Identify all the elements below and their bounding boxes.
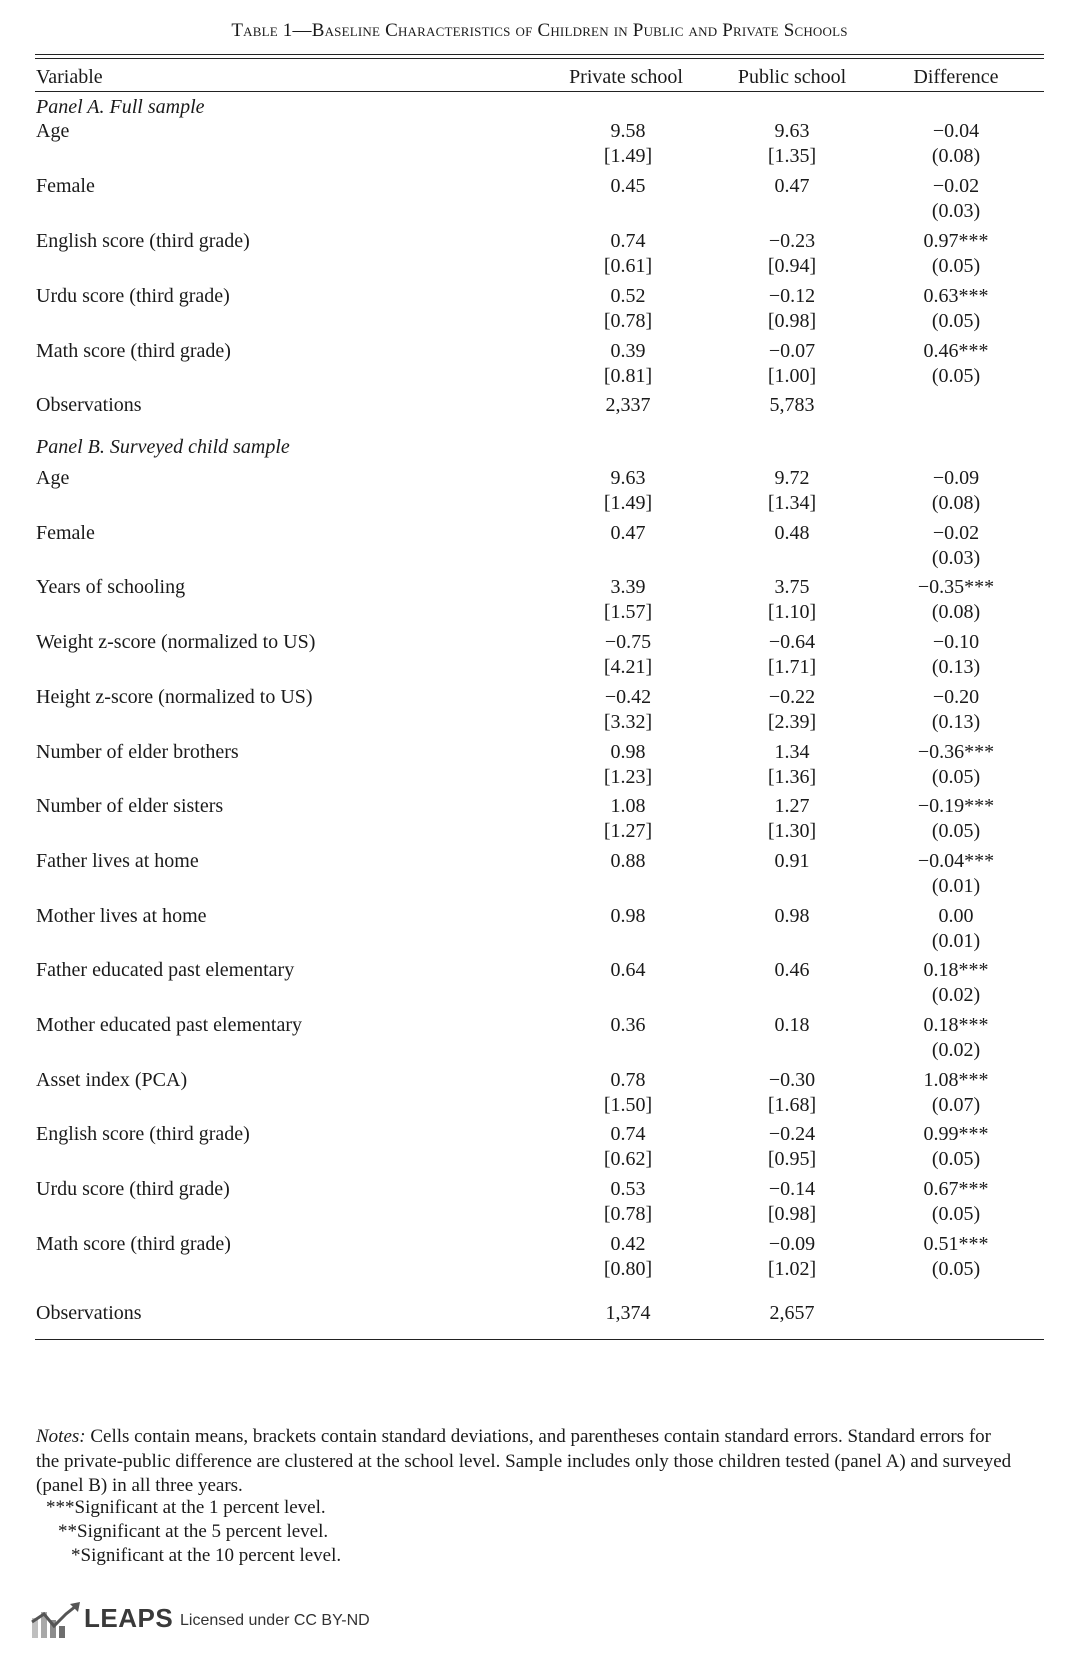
note-sig-10: *Significant at the 10 percent level. <box>71 1545 342 1566</box>
private-sd: [0.78] <box>603 1203 653 1226</box>
public-sd: [1.10] <box>767 601 817 624</box>
public-mean: −0.09 <box>768 1232 816 1255</box>
difference-value: −0.02 <box>932 521 980 544</box>
panel-b-label: Panel B. Surveyed child sample <box>36 436 290 458</box>
table-row <box>0 1123 1079 1177</box>
leaps-logo-text: LEAPS <box>84 1603 174 1633</box>
table-row <box>0 285 1079 339</box>
header-public: Public school <box>737 66 847 88</box>
private-sd: [1.57] <box>603 601 653 624</box>
row-label: Height z-score (normalized to US) <box>36 685 313 708</box>
row-label: Asset index (PCA) <box>36 1068 188 1091</box>
table-notes <box>36 1425 1016 1499</box>
row-label: Math score (third grade) <box>36 1232 231 1255</box>
private-sd: [0.62] <box>603 1148 653 1171</box>
row-label: Urdu score (third grade) <box>36 285 230 307</box>
difference-value: 0.18*** <box>923 959 989 982</box>
table-title: Table 1—Baseline Characteristics of Children in Public and Private Schools <box>231 20 848 41</box>
difference-se: (0.05) <box>931 255 981 277</box>
public-sd: [1.36] <box>767 765 817 788</box>
row-label: Number of elder brothers <box>36 740 239 763</box>
public-mean: 9.63 <box>774 120 810 142</box>
table-row <box>0 230 1079 284</box>
private-sd: [1.27] <box>603 820 653 843</box>
difference-se: (0.05) <box>931 1148 981 1171</box>
row-label: Weight z-score (normalized to US) <box>36 631 316 654</box>
public-sd: [2.39] <box>767 710 817 733</box>
difference-value: 0.00 <box>938 904 974 927</box>
public-mean: −0.07 <box>768 340 816 362</box>
row-label: Urdu score (third grade) <box>36 1178 230 1201</box>
public-mean: −0.64 <box>768 631 816 654</box>
private-mean: 0.74 <box>610 1123 646 1146</box>
difference-se: (0.02) <box>931 1039 981 1061</box>
note-sig-1: ***Significant at the 1 percent level. <box>46 1497 326 1518</box>
difference-se: (0.05) <box>931 310 981 332</box>
difference-value: −0.19*** <box>917 795 995 818</box>
public-mean: 0.46 <box>774 959 810 982</box>
public-mean: 9.72 <box>774 467 810 489</box>
private-mean: −0.75 <box>604 631 652 654</box>
difference-se: (0.08) <box>931 492 981 514</box>
public-sd: [0.95] <box>767 1148 817 1171</box>
private-sd: [1.50] <box>603 1093 653 1116</box>
difference-se: (0.01) <box>931 874 981 897</box>
private-mean: 0.52 <box>610 285 646 307</box>
private-mean: 0.98 <box>610 740 646 763</box>
difference-se: (0.05) <box>931 365 981 387</box>
difference-value: 0.46*** <box>923 340 989 362</box>
difference-se: (0.05) <box>931 820 981 843</box>
difference-value: −0.10 <box>932 631 980 654</box>
difference-se: (0.07) <box>931 1093 981 1116</box>
table-row <box>0 120 1079 174</box>
private-sd: [4.21] <box>603 656 653 679</box>
observations-row <box>0 1302 1079 1356</box>
public-sd: [0.94] <box>767 255 817 277</box>
public-mean: 0.48 <box>774 521 810 544</box>
public-mean: −0.23 <box>768 230 816 252</box>
difference-se: (0.05) <box>931 1257 981 1280</box>
public-mean: 0.18 <box>774 1014 810 1036</box>
leaps-logo-icon <box>30 1600 82 1640</box>
public-mean: −0.30 <box>768 1068 816 1091</box>
public-sd: [1.34] <box>767 492 817 514</box>
row-label: English score (third grade) <box>36 230 250 252</box>
row-label: English score (third grade) <box>36 1123 250 1146</box>
difference-value: 0.18*** <box>923 1014 989 1036</box>
difference-se: (0.03) <box>931 546 981 569</box>
header-rule <box>35 91 1044 92</box>
row-label: Age <box>36 120 70 142</box>
private-mean: −0.42 <box>604 685 652 708</box>
row-label: Age <box>36 467 70 489</box>
private-mean: 0.53 <box>610 1178 646 1201</box>
public-mean: 1.27 <box>774 795 810 818</box>
observations-label: Observations <box>36 1302 142 1324</box>
difference-se: (0.02) <box>931 984 981 1007</box>
note-sig-5: **Significant at the 5 percent level. <box>58 1521 329 1542</box>
private-mean: 0.47 <box>610 521 646 544</box>
public-sd: [1.35] <box>767 145 817 167</box>
private-sd: [3.32] <box>603 710 653 733</box>
row-label: Math score (third grade) <box>36 340 231 362</box>
table-row <box>0 959 1079 1013</box>
row-label: Mother lives at home <box>36 904 207 927</box>
difference-value: 1.08*** <box>923 1068 989 1091</box>
difference-se: (0.13) <box>931 656 981 679</box>
notes-label: Notes: <box>36 1426 86 1447</box>
table-row <box>0 905 1079 959</box>
private-sd: [1.23] <box>603 765 653 788</box>
difference-se: (0.08) <box>931 601 981 624</box>
public-sd: [0.98] <box>767 310 817 332</box>
difference-se: (0.05) <box>931 765 981 788</box>
private-sd: [0.78] <box>603 310 653 332</box>
public-mean: 0.98 <box>774 904 810 927</box>
observations-label: Observations <box>36 394 142 416</box>
row-label: Female <box>36 521 95 544</box>
notes-text: Cells contain means, brackets contain standard deviations, and parentheses contain standard errors. Standard errors for the private-public difference are clustered at the school level. Sample includes only those children tested (panel A) and surveyed (panel B) in all three years. <box>36 1426 1012 1496</box>
header-variable: Variable <box>36 66 103 88</box>
private-observations: 2,337 <box>605 394 651 416</box>
table-row <box>0 1069 1079 1123</box>
table-row <box>0 741 1079 795</box>
private-mean: 1.08 <box>610 795 646 818</box>
table-row <box>0 576 1079 630</box>
public-observations: 2,657 <box>769 1302 815 1324</box>
table-row <box>0 631 1079 685</box>
difference-se: (0.01) <box>931 929 981 952</box>
table-row <box>0 467 1079 521</box>
difference-value: −0.04 <box>932 120 980 142</box>
table-row <box>0 686 1079 740</box>
private-mean: 3.39 <box>610 576 646 599</box>
private-mean: 0.39 <box>610 340 646 362</box>
row-label: Father educated past elementary <box>36 959 295 982</box>
public-mean: 3.75 <box>774 576 810 599</box>
bottom-rule <box>35 1339 1044 1340</box>
public-sd: [1.30] <box>767 820 817 843</box>
top-rule-1 <box>35 54 1044 55</box>
difference-value: −0.04*** <box>917 849 995 872</box>
header-difference: Difference <box>913 66 999 88</box>
difference-value: −0.20 <box>932 685 980 708</box>
private-sd: [0.61] <box>603 255 653 277</box>
difference-value: 0.67*** <box>923 1178 989 1201</box>
private-mean: 0.45 <box>610 175 646 197</box>
public-mean: −0.22 <box>768 685 816 708</box>
difference-value: −0.35*** <box>917 576 995 599</box>
private-mean: 9.58 <box>610 120 646 142</box>
difference-value: −0.09 <box>932 467 980 489</box>
row-label: Years of schooling <box>36 576 186 599</box>
public-observations: 5,783 <box>769 394 815 416</box>
difference-value: −0.02 <box>932 175 980 197</box>
public-mean: 0.47 <box>774 175 810 197</box>
public-sd: [1.68] <box>767 1093 817 1116</box>
row-label: Mother educated past elementary <box>36 1014 302 1036</box>
private-sd: [1.49] <box>603 492 653 514</box>
private-observations: 1,374 <box>605 1302 651 1324</box>
private-mean: 0.88 <box>610 849 646 872</box>
difference-value: 0.51*** <box>923 1232 989 1255</box>
row-label: Father lives at home <box>36 849 199 872</box>
row-label: Female <box>36 175 95 197</box>
difference-se: (0.03) <box>931 200 981 222</box>
public-mean: −0.14 <box>768 1178 816 1201</box>
public-mean: 1.34 <box>774 740 810 763</box>
difference-value: −0.36*** <box>917 740 995 763</box>
private-mean: 0.42 <box>610 1232 646 1255</box>
difference-value: 0.99*** <box>923 1123 989 1146</box>
public-sd: [1.02] <box>767 1257 817 1280</box>
private-sd: [0.80] <box>603 1257 653 1280</box>
table-row <box>0 522 1079 576</box>
private-mean: 0.36 <box>610 1014 646 1036</box>
private-mean: 0.74 <box>610 230 646 252</box>
private-mean: 0.64 <box>610 959 646 982</box>
public-mean: 0.91 <box>774 849 810 872</box>
private-mean: 0.98 <box>610 904 646 927</box>
public-mean: −0.24 <box>768 1123 816 1146</box>
header-private: Private school <box>569 66 683 88</box>
table-row <box>0 1014 1079 1068</box>
private-sd: [0.81] <box>603 365 653 387</box>
table-row <box>0 795 1079 849</box>
panel-a-label: Panel A. Full sample <box>36 96 205 118</box>
row-label: Number of elder sisters <box>36 795 224 818</box>
table-row <box>0 175 1079 229</box>
private-mean: 9.63 <box>610 467 646 489</box>
top-rule-2 <box>35 58 1044 59</box>
difference-se: (0.08) <box>931 145 981 167</box>
private-sd: [1.49] <box>603 145 653 167</box>
public-mean: −0.12 <box>768 285 816 307</box>
difference-value: 0.63*** <box>923 285 989 307</box>
public-sd: [0.98] <box>767 1203 817 1226</box>
table-row <box>0 850 1079 904</box>
table-row <box>0 1233 1079 1287</box>
difference-value: 0.97*** <box>923 230 989 252</box>
difference-se: (0.13) <box>931 710 981 733</box>
private-mean: 0.78 <box>610 1068 646 1091</box>
table-row <box>0 340 1079 394</box>
public-sd: [1.71] <box>767 656 817 679</box>
difference-se: (0.05) <box>931 1203 981 1226</box>
public-sd: [1.00] <box>767 365 817 387</box>
table-row <box>0 1178 1079 1232</box>
license-text: Licensed under CC BY-ND <box>180 1612 370 1629</box>
